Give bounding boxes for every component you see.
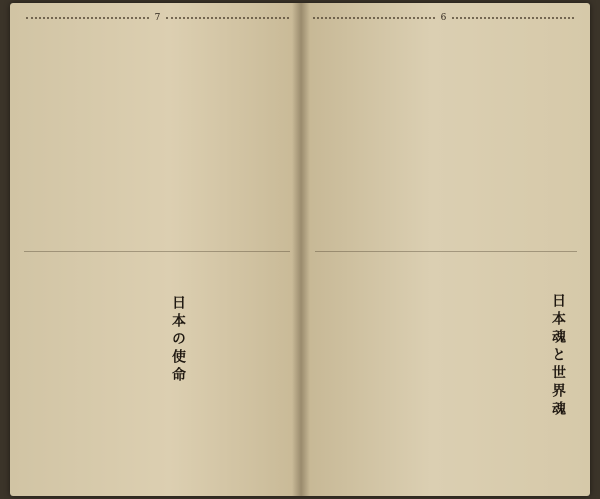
text-column	[359, 261, 370, 487]
text-column	[460, 261, 471, 487]
left-upper-text	[24, 29, 290, 243]
text-column	[330, 261, 341, 487]
text-column	[249, 29, 260, 243]
text-column	[345, 29, 356, 243]
header-rule	[26, 17, 149, 19]
left-tier-divider	[24, 251, 290, 252]
text-column	[24, 29, 35, 243]
left-page	[10, 3, 301, 496]
text-column	[374, 29, 385, 243]
text-column	[431, 261, 442, 487]
text-column	[507, 29, 518, 243]
text-column	[373, 261, 384, 487]
text-column	[174, 29, 185, 243]
text-column	[64, 261, 75, 487]
text-column	[189, 29, 200, 243]
text-column	[536, 29, 547, 243]
text-column	[433, 29, 444, 243]
text-column	[50, 261, 61, 487]
text-column	[117, 261, 128, 487]
text-column	[24, 261, 35, 487]
text-column	[477, 29, 488, 243]
text-column	[84, 29, 95, 243]
text-column	[402, 261, 413, 487]
text-column	[99, 29, 110, 243]
text-column	[522, 29, 533, 243]
text-column	[359, 29, 370, 243]
header-rule	[166, 17, 289, 19]
book-spread	[10, 3, 590, 496]
text-column	[344, 261, 355, 487]
text-column	[143, 261, 154, 487]
text-column	[417, 261, 428, 487]
right-page	[301, 3, 590, 496]
text-column	[264, 29, 275, 243]
text-column	[330, 29, 341, 243]
text-column	[489, 261, 500, 487]
text-column	[475, 261, 486, 487]
right-upper-text	[315, 29, 577, 243]
text-column	[114, 29, 125, 243]
text-column	[234, 29, 245, 243]
text-column	[219, 29, 230, 243]
left-section-heading: 日本の使命	[170, 295, 186, 385]
text-column	[54, 29, 65, 243]
text-column	[446, 261, 457, 487]
text-column	[418, 29, 429, 243]
text-column	[388, 261, 399, 487]
text-column	[69, 29, 80, 243]
text-column	[130, 261, 141, 487]
text-column	[492, 29, 503, 243]
right-tier-divider	[315, 251, 577, 252]
header-rule	[313, 17, 435, 19]
text-column	[144, 29, 155, 243]
text-column	[279, 29, 290, 243]
text-column	[448, 29, 459, 243]
text-column	[77, 261, 88, 487]
text-column	[551, 29, 562, 243]
text-column	[159, 29, 170, 243]
text-column	[504, 261, 515, 487]
text-column	[404, 29, 415, 243]
header-rule	[452, 17, 574, 19]
text-column	[315, 261, 326, 487]
text-column	[129, 29, 140, 243]
text-column	[90, 261, 101, 487]
text-column	[566, 29, 577, 243]
text-column	[39, 29, 50, 243]
left-lower-text	[24, 261, 154, 487]
right-page-header	[313, 11, 574, 25]
text-column	[463, 29, 474, 243]
right-lower-text	[315, 261, 515, 487]
right-section-heading: 日本魂と世界魂	[550, 293, 566, 419]
text-column	[389, 29, 400, 243]
text-column	[103, 261, 114, 487]
text-column	[204, 29, 215, 243]
text-column	[315, 29, 326, 243]
right-page-number: 6	[440, 12, 447, 23]
left-page-number: 7	[154, 12, 161, 23]
text-column	[37, 261, 48, 487]
left-page-header	[26, 11, 289, 25]
